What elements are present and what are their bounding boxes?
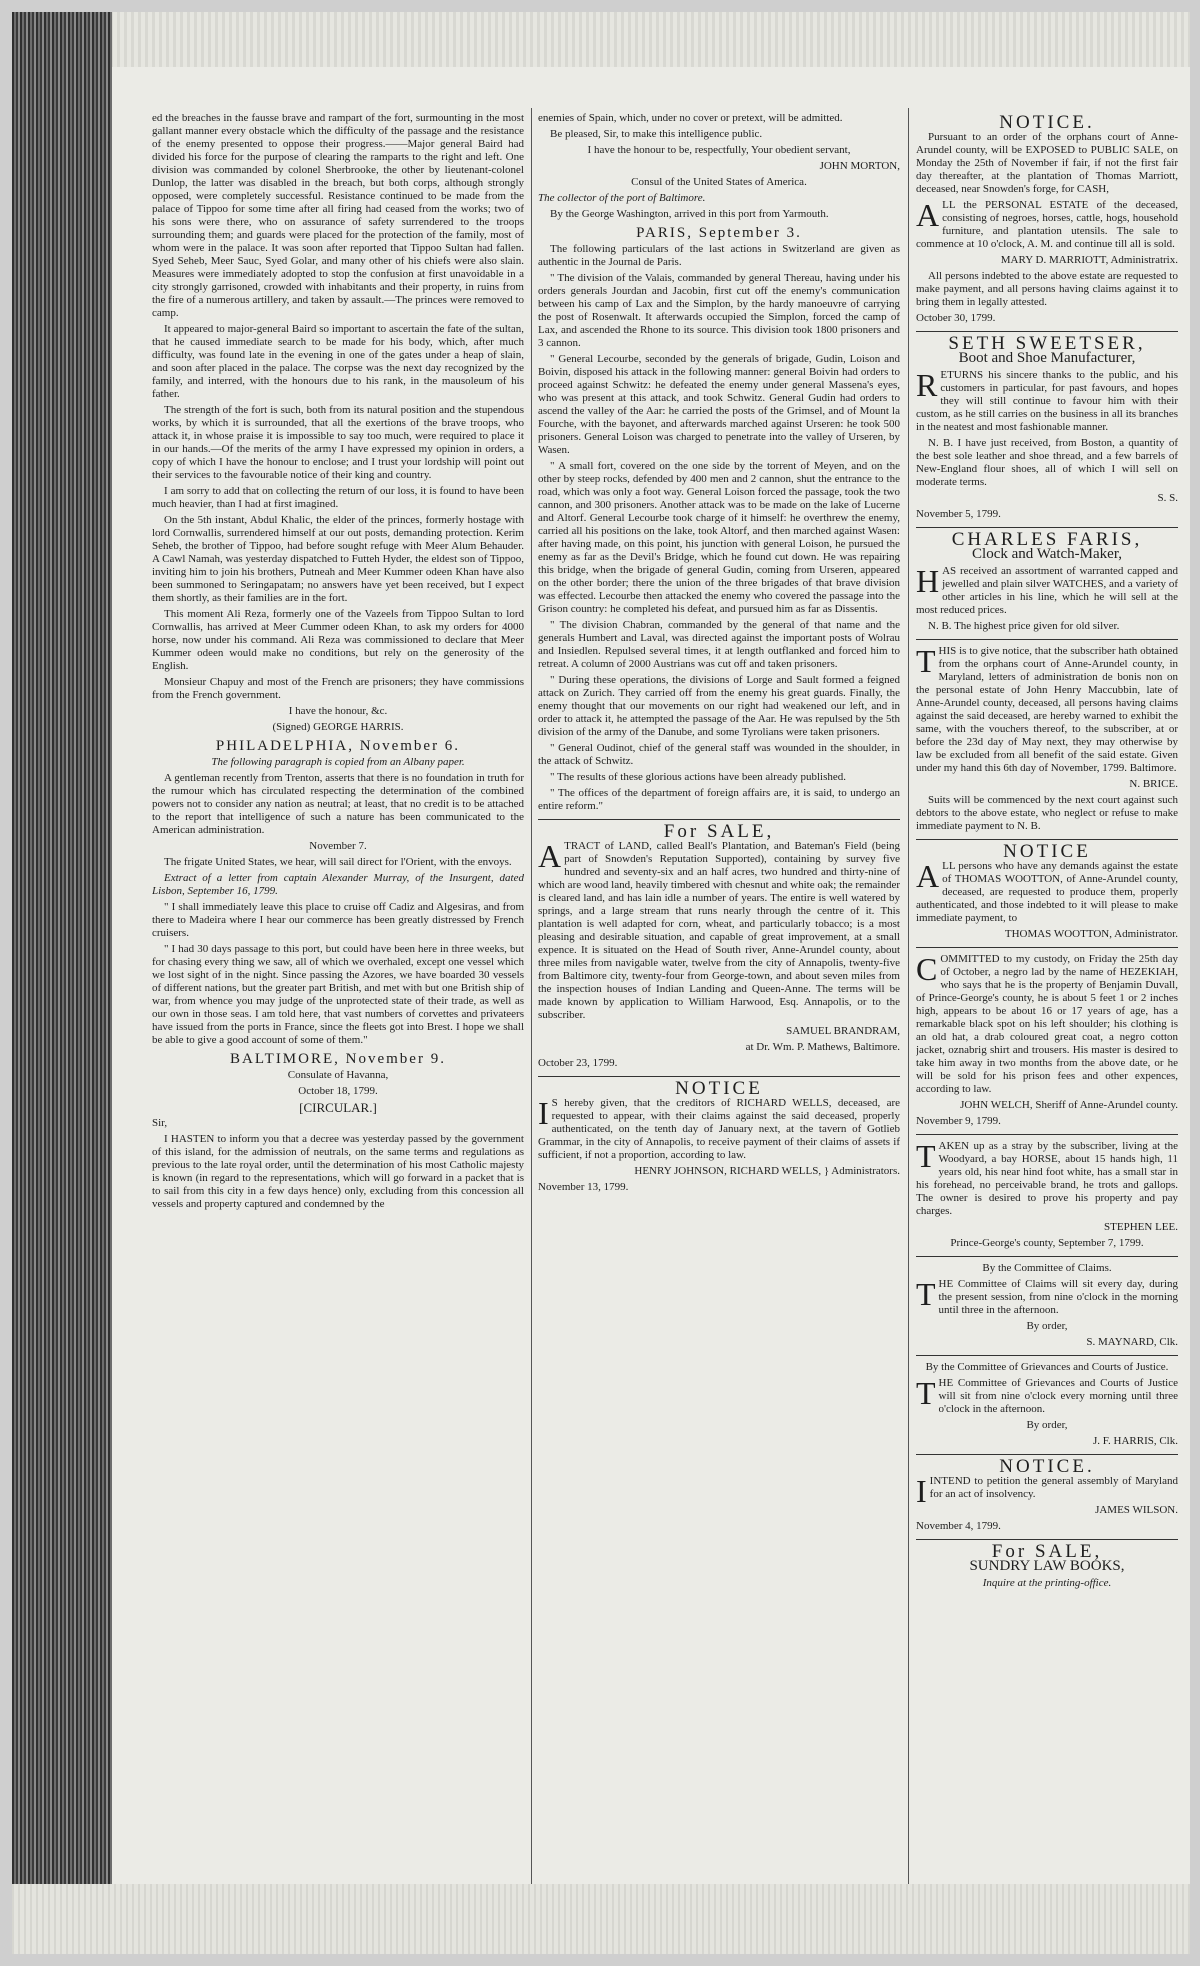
harris-letter-paragraph: The strength of the fort is such, both from its natural position and the stupendous works, by which it is surrounded, that all the exertions of the brave troops, who attack it, in whose praise it is impossible to say too much, were required to place it in our hands.—Of the merits of the army I have expressed my opinion in orders, a copy of which I have the honour to enclose; and I trust your lordship will point out their services to the favourable notice of their king and country. bbox=[152, 404, 524, 481]
news-paragraph: " General Oudinot, chief of the general staff was wounded in the shoulder, in the attack of Schwitz. bbox=[538, 742, 900, 767]
addressee: The collector of the port of Baltimore. bbox=[538, 192, 706, 204]
binding-gutter bbox=[12, 12, 112, 1954]
committed-notice-text: OMMITTED to my custody, on Friday the 25th day of October, a negro lad by the name of HEZEKIAH, who says that he is the property of Benjamin Duvall, of Prince-George's county, he is about 5 feet 1 or 2 inches high, appears to be about 16 or 17 years of age, has a remarkable black spot on his left shoulder; his clothing is an old hat, a drab coloured great coat, a negro cotton jacket, oznabrig shirt and trousers. His master is desired to take him away in two months from the above date, or he will be sold for his prison fees and other expences, according to law. bbox=[916, 953, 1178, 1095]
signature: HENRY JOHNSON, RICHARD WELLS, } Administrators. bbox=[634, 1165, 900, 1177]
drop-cap: T bbox=[916, 643, 936, 679]
faris-ad-text: N. B. The highest price given for old silver. bbox=[928, 620, 1120, 632]
column-3 bbox=[916, 112, 1178, 1902]
drop-cap: I bbox=[538, 1095, 549, 1131]
drop-cap: A bbox=[916, 858, 940, 894]
marriott-notice-text: LL the PERSONAL ESTATE of the deceased, consisting of negroes, horses, cattle, hogs, household furniture, and plantation utensils. The sale to commence at 10 o'clock, A. M. and continue till all is sold. bbox=[916, 199, 1178, 250]
news-paragraph: A gentleman recently from Trenton, asserts that there is no foundation in truth for the rumour which has circulated respecting the determination of the combined powers not to consider any nation as neutral; at least, that no credit is to be attached to the report that intelligence of such a nature has been communicated to the American administration. bbox=[152, 772, 524, 836]
news-paragraph: " The offices of the department of foreign affairs are, it is said, to undergo an entire reform." bbox=[538, 787, 900, 812]
column-2 bbox=[538, 112, 900, 1902]
drop-cap: R bbox=[916, 367, 938, 403]
divider bbox=[916, 527, 1178, 528]
ad-date: November 9, 1799. bbox=[916, 1115, 1001, 1127]
ad-heading-for-sale: For SALE, bbox=[991, 1541, 1103, 1562]
dateline-baltimore: BALTIMORE, November 9. bbox=[230, 1051, 446, 1067]
divider bbox=[916, 1539, 1178, 1540]
date-line: November 7. bbox=[309, 840, 367, 852]
ad-subheading: Clock and Watch-Maker, bbox=[972, 546, 1122, 562]
news-paragraph: " The results of these glorious actions have been already published. bbox=[550, 771, 847, 783]
drop-cap: T bbox=[916, 1375, 936, 1411]
ad-heading-notice: NOTICE. bbox=[999, 112, 1095, 133]
brice-notice-text: HIS is to give notice, that the subscriber hath obtained from the orphans court of Anne-Arundel county, in Maryland, letters of administration de bonis non on the personal estate of John Henry Maccubbin, late of Anne-Arundel county, deceased, all persons having claims against the said deceased, are hereby warned to exhibit the same, with the vouchers thereof, to the subscriber, at or before the 23d day of May next, they may otherwise by law be excluded from all benefit of the said estate. Given under my hand this 6th day of November, 1799. Baltimore. bbox=[916, 645, 1178, 774]
news-paragraph: " A small fort, covered on the one side by the torrent of Meyen, and on the other by steep rocks, defended by 400 men and 2 cannon, shut the entrance to the road, which was only a foot way. General Loison forced the passage, took the two cannon, and 300 prisoners. Another attack was to be made on the lake of Lucerne and Altorf. General Lecourbe took charge of it himself: he overthrew the enemy, carried all his positions on the lake, took Altorf, and then marched against Wasen: after having made, on this point, his junction with general Loison, he pursued the enemy as far as the Devil's Bridge, which he found cut down. He was repairing this bridge, when the brigade of general Gudin, coming from Urseren, appeared on the other border; there the union of the three brigades of that brave division was effected. Lecourbe then attacked the enemy who covered the passage into the Grison country: he completed his defeat, and pursued him as far as Dissentis. bbox=[538, 460, 900, 615]
closing-line: I have the honour, &c. bbox=[288, 705, 388, 717]
signature: S. S. bbox=[1157, 492, 1178, 504]
subheading: The following paragraph is copied from an Albany paper. bbox=[211, 756, 465, 768]
signature: THOMAS WOOTTON, Administrator. bbox=[1004, 928, 1178, 940]
wells-notice-text: S hereby given, that the creditors of RICHARD WELLS, deceased, are requested to appear, with their claims against the said deceased, properly authenticated, on the tenth day of January next, at the tavern of Gotlieb Grammar, in the city of Annapolis, to receive payment of their claims of assets if sufficient, if not a proportion, according to law. bbox=[538, 1097, 900, 1161]
ad-date: November 13, 1799. bbox=[538, 1181, 629, 1193]
column-rule bbox=[908, 108, 909, 1908]
drop-cap: I bbox=[916, 1473, 927, 1509]
date-line: October 18, 1799. bbox=[298, 1085, 378, 1097]
ad-date: November 4, 1799. bbox=[916, 1520, 1001, 1532]
ad-date: Prince-George's county, September 7, 1799. bbox=[950, 1237, 1144, 1249]
brice-notice-text: Suits will be commenced by the next court against such debtors to the above estate, who neglect or refuse to make immediate payment to N. B. bbox=[916, 794, 1178, 832]
faris-ad-text: AS received an assortment of warranted capped and jewelled and plain silver WATCHES, and a variety of other articles in his line, which he will sell at the most reduced prices. bbox=[916, 565, 1178, 616]
ad-subheading: SUNDRY LAW BOOKS, bbox=[969, 1558, 1125, 1574]
signature-title: Consul of the United States of America. bbox=[631, 176, 807, 188]
divider bbox=[538, 819, 900, 820]
circular-paragraph: I HASTEN to inform you that a decree was yesterday passed by the government of this island, for the admission of neutrals, on the same terms and regulations as previous to the late royal order, until the determination of his most Catholic majesty is known (in regard to the representations, which will go forward in a packet that is to sail from this city in a few days hence) only, excluding from this concession all vessels and property captured and condemned by the bbox=[152, 1133, 524, 1210]
divider bbox=[916, 331, 1178, 332]
by-order: By order, bbox=[1026, 1419, 1068, 1431]
news-paragraph: The frigate United States, we hear, will sail direct for l'Orient, with the envoys. bbox=[164, 856, 512, 868]
ad-date: October 23, 1799. bbox=[538, 1057, 618, 1069]
circular-paragraph: Be pleased, Sir, to make this intelligence public. bbox=[550, 128, 763, 140]
ad-subheading: Boot and Shoe Manufacturer, bbox=[958, 350, 1136, 366]
signature: STEPHEN LEE. bbox=[1104, 1221, 1178, 1233]
committee-heading: By the Committee of Grievances and Courts of Justice. bbox=[925, 1361, 1169, 1373]
marriott-notice-text: All persons indebted to the above estate are requested to make payment, and all persons having claims against it to bring them in legally attested. bbox=[916, 270, 1178, 308]
wootton-notice-text: LL persons who have any demands against the estate of THOMAS WOOTTON, of Anne-Arundel county, deceased, are requested to produce them, properly authenticated, and those indebted to it will please to make immediate payment, to bbox=[916, 860, 1178, 924]
closing-line: I have the honour to be, respectfully, Your obedient servant, bbox=[587, 144, 851, 156]
divider bbox=[916, 947, 1178, 948]
harris-letter-paragraph: This moment Ali Reza, formerly one of the Vazeels from Tippoo Sultan to lord Cornwallis, has arrived at Meer Cummer odeen Khan, to ask my orders for 4000 horse, now under his command. Ali Reza was commissioned to declare that Meer Kummer odeen would make no conditions, but rely on the generosity of the English. bbox=[152, 608, 524, 672]
news-paragraph: " The division Chabran, commanded by the general of that name and the generals Humbert and Laval, was directed against the important posts of Wolrau and Insiedlen. Repulsed several times, it at length outflanked and forced him to retreat. A column of 2000 Austrians was cut off and taken prisoners. bbox=[538, 619, 900, 670]
signature: JOHN WELCH, Sheriff of Anne-Arundel county. bbox=[960, 1099, 1178, 1111]
drop-cap: H bbox=[916, 563, 940, 599]
drop-cap: A bbox=[916, 197, 940, 233]
insolvency-notice-text: INTEND to petition the general assembly of Maryland for an act of insolvency. bbox=[929, 1475, 1178, 1500]
drop-cap: C bbox=[916, 951, 938, 987]
column-1 bbox=[152, 112, 524, 1902]
harris-letter-paragraph: Monsieur Chapuy and most of the French are prisoners; they have commissions from the French government. bbox=[152, 676, 524, 701]
ad-heading-faris: CHARLES FARIS, bbox=[951, 529, 1143, 550]
news-paragraph: " I shall immediately leave this place to cruise off Cadiz and Algesiras, and from there to Madeira where I hear our commerce has been greatly distressed by French cruisers. bbox=[152, 901, 524, 939]
drop-cap: T bbox=[916, 1138, 936, 1174]
circular-paragraph: enemies of Spain, which, under no cover or pretext, will be admitted. bbox=[538, 112, 843, 124]
harris-letter-paragraph: It appeared to major-general Baird so important to ascertain the fate of the sultan, that he caused immediate search to be made for his body, which, after much difficulty, was found late in the evening in one of the gates under a heap of slain, and soon after placed in the palace. The corpse was the next day recognized by the family, and interred, with the honours due to his rank, in the mausoleum of his father. bbox=[152, 323, 524, 400]
signature: JAMES WILSON. bbox=[1095, 1504, 1178, 1516]
column-rule bbox=[531, 108, 532, 1908]
newspaper-page bbox=[12, 12, 1190, 1954]
ad-heading-notice: NOTICE. bbox=[999, 1456, 1095, 1477]
divider bbox=[916, 839, 1178, 840]
signature: J. F. HARRIS, Clk. bbox=[1092, 1435, 1178, 1447]
extract-heading: Extract of a letter from captain Alexander Murray, of the Insurgent, dated Lisbon, September 16, 1799. bbox=[152, 872, 524, 897]
land-sale-text: TRACT of LAND, called Beall's Plantation, and Bateman's Field (being part of Snowden's Reputation Supported), containing by survey five hundred and seventy-six and an half acres, two hundred and thirty-nine of which are wood land, heavily timbered with chesnut and white oak; the remainder is cleared land, and has lain idle a number of years. The entire is well watered by springs, and a large stream that runs nearly through the centre of it. This plantation is well adapted for corn, wheat, and particularly tobacco; is a most pleasing and desirable situation, and capable of great improvement, at a small expence. It is situated on the Head of South river, Anne-Arundel county, about three miles from navigable water, twelve from the city of Annapolis, twenty-five from Baltimore city, twenty-four from George-town, and about seven miles from the inspection houses of Indian Landing and Queen-Anne. The terms will be made known by application to William Harwood, Esq. Annapolis, or to the subscriber. bbox=[538, 840, 900, 1021]
signature: (Signed) GEORGE HARRIS. bbox=[272, 721, 404, 733]
ad-heading-for-sale: For SALE, bbox=[663, 821, 775, 842]
committee-heading: By the Committee of Claims. bbox=[982, 1262, 1112, 1274]
drop-cap: A bbox=[538, 838, 562, 874]
harris-letter-paragraph: On the 5th instant, Abdul Khalic, the elder of the princes, formerly hostage with lord Cornwallis, surrendered himself at our out posts, demanding protection. Kerim Seheb, the brother of Tippoo, had before sought refuge with Meer Alum Behauder. A Cawl Namah, was yesterday dispatched to Futteh Hyder, the eldest son of Tippoo, inviting him to join his brothers, Putneah and Meer Kummer odeen Khan have also been summoned to Seringapatam; no answers have yet been received, but I expect them shortly, as their families are in the fort. bbox=[152, 514, 524, 604]
dateline-paris: PARIS, September 3. bbox=[636, 225, 802, 241]
signature: MARY D. MARRIOTT, Administratrix. bbox=[1000, 254, 1178, 266]
by-order: By order, bbox=[1026, 1320, 1068, 1332]
ad-heading-notice: NOTICE bbox=[1003, 841, 1091, 862]
stray-horse-text: AKEN up as a stray by the subscriber, living at the Woodyard, a bay HORSE, about 15 hands high, 11 years old, his near hind foot white, has a small star in his forehead, no perceivable brand, he trots and gallops. The owner is desired to prove his property and pay charges. bbox=[916, 1140, 1178, 1217]
news-paragraph: " General Lecourbe, seconded by the generals of brigade, Gudin, Loison and Boivin, disposed his attack in the following manner: general Boivin had orders to proceed against Schwitz: he defeated the enemy under general Massena's eyes, who was present at this attack, and took Schwitz. General Gudin had orders to ascend the valley of the Aar: he carried the posts of the Grimsel, and of Mount la Fourche, with the bayonet, and afterwards marched against Urseren: he took 500 prisoners. General Loison was charged to penetrate into the valley of Urseren, by Wasen. bbox=[538, 353, 900, 456]
consulate-line: Consulate of Havanna, bbox=[287, 1069, 389, 1081]
dateline-philadelphia: PHILADELPHIA, November 6. bbox=[215, 738, 461, 754]
grievances-notice-text: HE Committee of Grievances and Courts of Justice will sit from nine o'clock every morning until three o'clock in the afternoon. bbox=[938, 1377, 1178, 1415]
ad-date: November 5, 1799. bbox=[916, 508, 1001, 520]
ad-heading-notice: NOTICE bbox=[675, 1078, 763, 1099]
signature: JOHN MORTON, bbox=[819, 160, 900, 172]
sweetser-ad-text: ETURNS his sincere thanks to the public, and his customers in particular, for past favours, and hopes they will still continue to favour him with their custom, as he still carries on the business in all its branches in the neatest and most fashionable manner. bbox=[916, 369, 1178, 433]
divider bbox=[916, 1134, 1178, 1135]
news-paragraph: By the George Washington, arrived in this port from Yarmouth. bbox=[550, 208, 829, 220]
ad-heading-sweetser: SETH SWEETSER, bbox=[948, 333, 1146, 354]
salutation: Sir, bbox=[152, 1117, 168, 1129]
news-paragraph: " The division of the Valais, commanded by general Thereau, having under his orders generals Jourdan and Jacobin, first cut off the enemy's communication between his camp of Lax and the Simplon, by the hardy manoeuvre of carrying the post of Rosenwalt. It afterwards occupied the Simplon, forced the camp of Lax, and ascended the Rhone to its source. This division took 1800 prisoners and 3 cannon. bbox=[538, 272, 900, 349]
news-paragraph: " I had 30 days passage to this port, but could have been here in three weeks, but for chasing every thing we saw, all of which we overhaled, except one vessel which we lost sight of in the night. Since passing the Azores, we have boarded 30 vessels of different nations, but the greater part British, and met with but one British ship of war, from whence you may judge of the unprotected state of their trade, as well as our own in those seas. I am told here, that vast numbers of corvettes and privateers have issued from the ports in France, since the fleets got into Brest. I hope we shall be able to give a good account of some of them." bbox=[152, 943, 524, 1046]
divider bbox=[916, 1256, 1178, 1257]
circular-heading: [CIRCULAR.] bbox=[299, 1100, 377, 1115]
ad-date: October 30, 1799. bbox=[916, 312, 996, 324]
signature: N. BRICE. bbox=[1129, 778, 1178, 790]
news-paragraph: The following particulars of the last actions in Switzerland are given as authentic in the Journal de Paris. bbox=[538, 243, 900, 268]
signature: SAMUEL BRANDRAM, bbox=[786, 1025, 900, 1037]
claims-notice-text: HE Committee of Claims will sit every day, during the present session, from nine o'clock in the morning until three in the afternoon. bbox=[938, 1278, 1178, 1316]
signature: S. MAYNARD, Clk. bbox=[1086, 1336, 1178, 1348]
divider bbox=[916, 639, 1178, 640]
harris-letter-paragraph: I am sorry to add that on collecting the return of our loss, it is found to have been much heavier, than I had at first imagined. bbox=[152, 485, 524, 510]
drop-cap: T bbox=[916, 1276, 936, 1312]
divider bbox=[916, 1454, 1178, 1455]
sweetser-ad-text: N. B. I have just received, from Boston, a quantity of the best sole leather and shoe thread, and a few barrels of New-England flour shoes, all of which I will sell on moderate terms. bbox=[916, 437, 1178, 488]
marriott-notice-intro: Pursuant to an order of the orphans court of Anne-Arundel county, will be EXPOSED to PUBLIC SALE, on Monday the 25th of November if fair, if not the first fair day thereafter, at the plantation of Thomas Marriott, deceased, near Snowden's forge, for CASH, bbox=[916, 131, 1178, 195]
signature-address: at Dr. Wm. P. Mathews, Baltimore. bbox=[745, 1041, 900, 1053]
news-paragraph: " During these operations, the divisions of Lorge and Sault formed a feigned attack on Zurich. They carried off from the enemy his great guards. Finally, the enemy thought that our movements on our right had weakened our left, and in order to attack it, he attempted the passage of the Aar. He was repulsed by the 5th division of the army of the Danube, and some Tyrolians were taken prisoners. bbox=[538, 674, 900, 738]
divider bbox=[538, 1076, 900, 1077]
inquiry-line: Inquire at the printing-office. bbox=[982, 1577, 1112, 1589]
divider bbox=[916, 1355, 1178, 1356]
harris-letter-paragraph: ed the breaches in the fausse brave and rampart of the fort, surmounting in the most gallant manner every obstacle which the difficulty of the passage and the resistance of the enemy presented to oppose their progress.——Major general Baird had divided his force for the purpose of clearing the ramparts to the right and left. One division was commanded by colonel Sherbrooke, the other by lieutenant-colonel Dunlop, the latter was disabled in the breach, but both corps, although strongly opposed, were completely successful. Resistance continued to be made from the palace of Tippoo for some time after all firing had ceased from the works; two of his sons were there, who on assurance of safety surrendered to the troops surrounding them; and guards were placed for the protection of the family, most of whom were in the palace. It was soon after reported that Tippoo Sultan had fallen. Syed Seheb, Meer Sauc, Syed Golar, and many other of his chiefs were also slain. Measures were immediately adopted to stop the confusion at first unavoidable in a city strongly garrisoned, crowded with inhabitants and their property, in ruins from the fire of a numerous artillery, and taken by assault.—The princes were removed to camp. bbox=[152, 112, 524, 319]
